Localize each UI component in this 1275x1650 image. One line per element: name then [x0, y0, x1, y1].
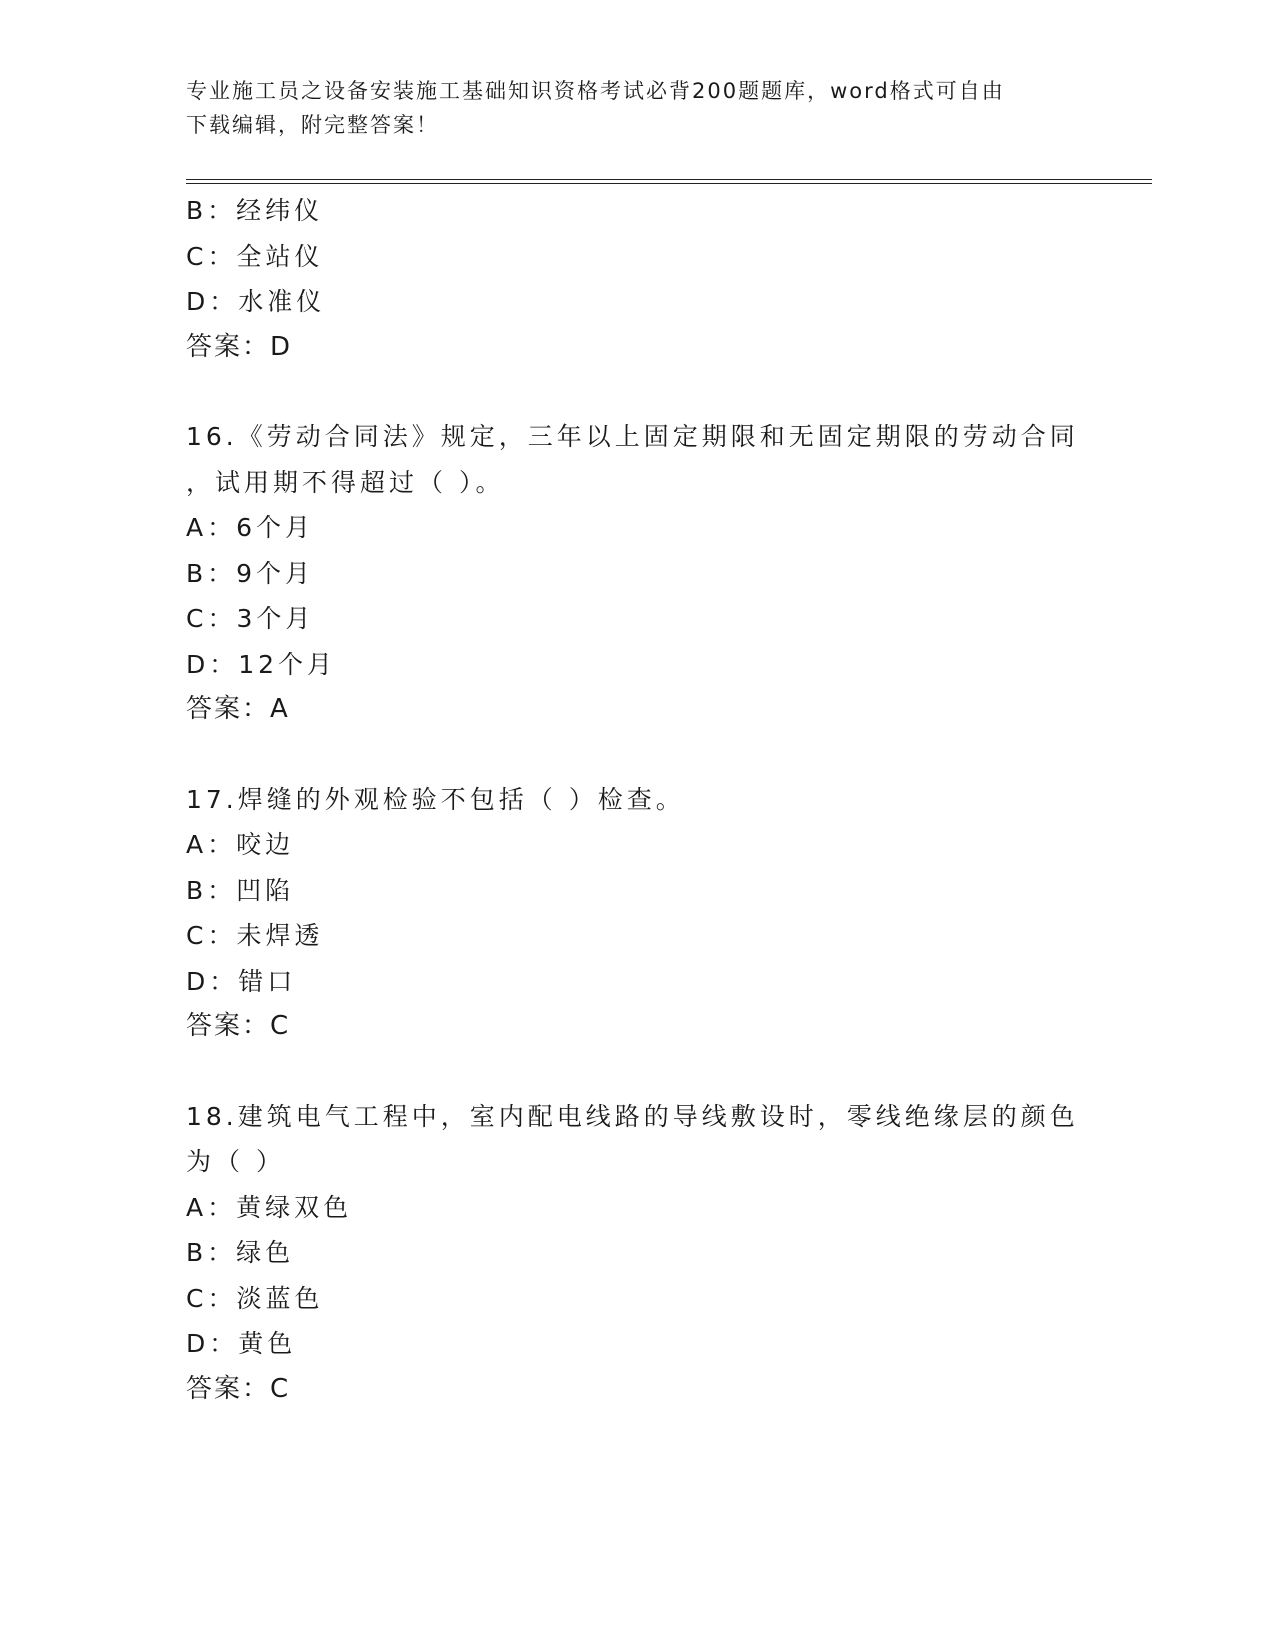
option-b: B：9个月 — [186, 558, 315, 588]
question-block-17 — [186, 777, 1086, 1050]
header-divider-bottom — [186, 183, 1152, 184]
option-c: C：全站仪 — [186, 241, 324, 271]
header-title-line-2: 下载编辑，附完整答案！ — [186, 113, 439, 137]
answer-line: 答案：C — [186, 1011, 291, 1041]
question-text-line: 18.建筑电气工程中，室内配电线路的导线敷设时，零线绝缘层的颜色 — [186, 1101, 1079, 1131]
option-c: C：3个月 — [186, 604, 315, 633]
option-b: B：凹陷 — [186, 875, 295, 905]
question-block-18 — [186, 1094, 1086, 1413]
answer-line: 答案：D — [186, 331, 293, 362]
header-divider-top — [186, 179, 1152, 180]
question-gap — [186, 1050, 1086, 1094]
option-a: A：黄绿双色 — [186, 1192, 353, 1222]
question-text-line: 17.焊缝的外观检验不包括（ ）检查。 — [186, 784, 685, 814]
question-gap — [186, 733, 1086, 777]
question-text-line: 为（ ） — [186, 1147, 285, 1176]
option-a: A：6个月 — [186, 513, 315, 542]
document-header — [186, 74, 1066, 142]
option-a: A：咬边 — [186, 830, 295, 859]
question-block-15-partial — [186, 188, 1086, 370]
question-list — [186, 188, 1086, 1412]
header-title-line-1: 专业施工员之设备安装施工基础知识资格考试必背200题题库，word格式可自由 — [186, 79, 1005, 103]
question-block-16 — [186, 414, 1086, 733]
answer-line: 答案：C — [186, 1373, 291, 1404]
question-text-line: ，试用期不得超过（ ）。 — [186, 467, 505, 497]
option-b: B：经纬仪 — [186, 196, 324, 225]
answer-line: 答案：A — [186, 694, 290, 724]
option-c: C：淡蓝色 — [186, 1283, 324, 1313]
option-d: D：黄色 — [186, 1329, 297, 1358]
option-d: D：水准仪 — [186, 287, 326, 316]
question-text-line: 16.《劳动合同法》规定，三年以上固定期限和无固定期限的劳动合同 — [186, 422, 1079, 451]
option-d: D：错口 — [186, 966, 297, 996]
option-b: B：绿色 — [186, 1238, 295, 1267]
question-gap — [186, 370, 1086, 414]
option-d: D：12个月 — [186, 649, 337, 679]
option-c: C：未焊透 — [186, 921, 324, 950]
